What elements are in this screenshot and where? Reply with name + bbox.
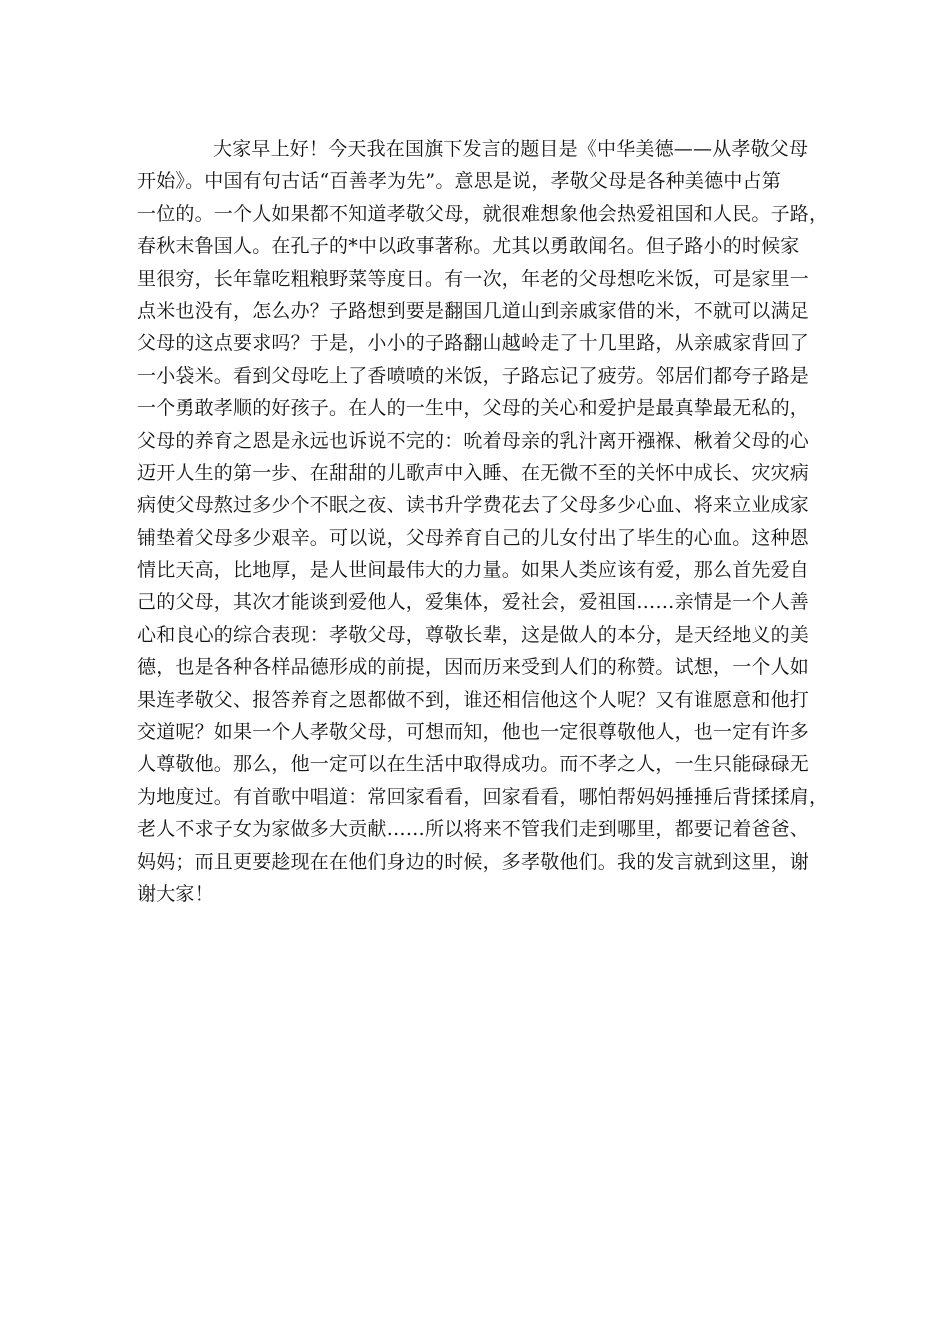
paragraph-line: 一小袋米。看到父母吃上了香喷喷的米饭，子路忘记了疲劳。邻居们都夸子路是 [137, 364, 810, 387]
paragraph-line: 开始》。中国有句古话“百善孝为先”。意思是说，孝敬父母是各种美德中占第 [137, 170, 781, 193]
paragraph-line: 交道呢？如果一个人孝敬父母，可想而知，他也一定很尊敬他人，也一定有许多 [137, 721, 810, 744]
paragraph-line: 果连孝敬父、报答养育之恩都做不到，谁还相信他这个人呢？又有谁愿意和他打 [137, 688, 810, 711]
paragraph-line: 点米也没有，怎么办？子路想到要是翻国几道山到亲戚家借的米，不就可以满足 [137, 299, 810, 322]
paragraph-line: 里很穷，长年靠吃粗粮野菜等度日。有一次，年老的父母想吃米饭，可是家里一 [137, 267, 810, 290]
paragraph-line: 情比天高，比地厚，是人世间最伟大的力量。如果人类应该有爱，那么首先爱自 [137, 559, 810, 582]
paragraph-line: 老人不求子女为家做多大贡献……所以将来不管我们走到哪里，都要记着爸爸、 [137, 818, 810, 841]
paragraph-line: 己的父母，其次才能谈到爱他人，爱集体，爱社会，爱祖国……亲情是一个人善 [137, 591, 810, 614]
paragraph-line: 大家早上好！今天我在国旗下发言的题目是《中华美德——从孝敬父母 [213, 138, 809, 160]
paragraph-line: 德，也是各种各样品德形成的前提，因而历来受到人们的称赞。试想，一个人如 [137, 656, 810, 679]
paragraph-line: 一位的。一个人如果都不知道孝敬父母，就很难想象他会热爱祖国和人民。子路， [137, 202, 829, 225]
paragraph-line: 一个勇敢孝顺的好孩子。在人的一生中，父母的关心和爱护是最真挚最无私的， [137, 397, 810, 420]
paragraph-line: 为地度过。有首歌中唱道：常回家看看，回家看看，哪怕帮妈妈捶捶后背揉揉肩， [137, 785, 829, 808]
speech-paragraph [137, 133, 829, 910]
paragraph-line: 春秋末鲁国人。在孔子的*中以政事著称。尤其以勇敢闻名。但子路小的时候家 [137, 235, 800, 258]
paragraph-line: 妈妈；而且更要趁现在在他们身边的时候，多孝敬他们。我的发言就到这里，谢 [137, 850, 810, 873]
paragraph-line: 谢大家！ [137, 882, 214, 905]
paragraph-line: 铺垫着父母多少艰辛。可以说，父母养育自己的儿女付出了毕生的心血。这种恩 [137, 526, 810, 549]
paragraph-line: 心和良心的综合表现：孝敬父母，尊敬长辈，这是做人的本分，是天经地义的美 [137, 623, 810, 646]
paragraph-line: 父母的这点要求吗？于是，小小的子路翻山越岭走了十几里路，从亲戚家背回了 [137, 332, 810, 355]
paragraph-line: 人尊敬他。那么，他一定可以在生活中取得成功。而不孝之人，一生只能碌碌无 [137, 753, 810, 776]
paragraph-line: 父母的养育之恩是永远也诉说不完的：吮着母亲的乳汁离开襁褓、楸着父母的心 [137, 429, 810, 452]
paragraph-line: 病使父母熬过多少个不眠之夜、读书升学费花去了父母多少心血、将来立业成家 [137, 494, 810, 517]
paragraph-line: 迈开人生的第一步、在甜甜的儿歌声中入睡、在无微不至的关怀中成长、灾灾病 [137, 461, 810, 484]
